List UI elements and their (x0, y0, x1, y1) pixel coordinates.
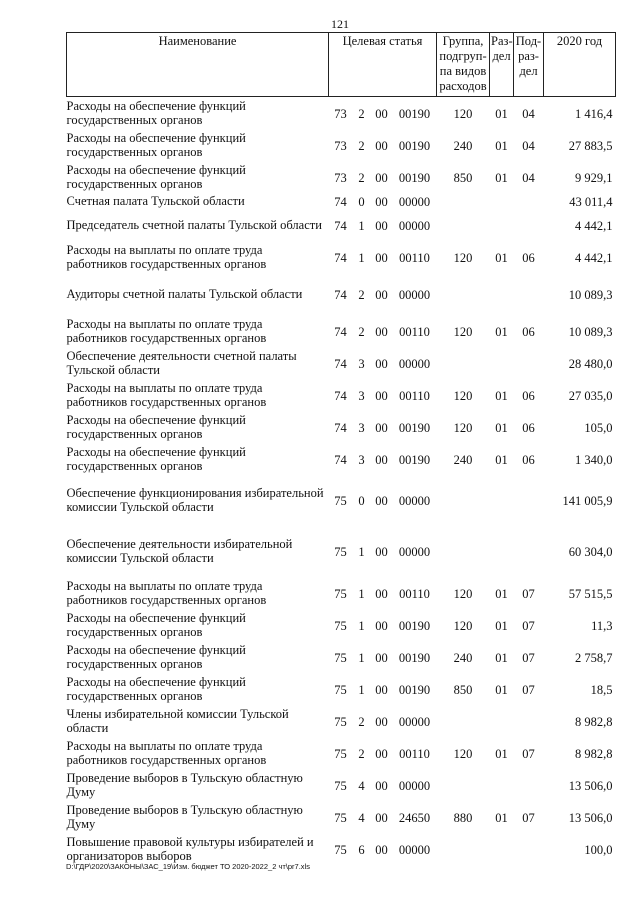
target-part-1: 74 (334, 420, 347, 435)
target-part-3: 00 (375, 778, 388, 793)
target-part-1: 75 (334, 714, 347, 729)
target-part-1: 75 (334, 650, 347, 665)
group-code: 120 (453, 106, 473, 121)
target-part-3: 00 (375, 586, 388, 601)
table-row (67, 769, 616, 801)
row-name: Расходы на обеспечение функций государственных органов (66, 444, 246, 473)
target-part-4: 00190 (398, 618, 431, 633)
table-row (67, 193, 616, 209)
group-code: 850 (453, 682, 473, 697)
table-row (67, 347, 616, 379)
target-part-3: 00 (375, 218, 388, 233)
table-row (67, 475, 616, 525)
group-code: 120 (453, 586, 473, 601)
header-group: Группа, подгруп-па видов расходов (437, 33, 490, 97)
target-part-2: 4 (358, 810, 365, 825)
section-code (490, 833, 514, 865)
target-part-2: 2 (358, 287, 365, 302)
target-part-4: 00000 (398, 194, 431, 209)
target-part-2: 1 (358, 618, 365, 633)
amount: 141 005,9 (562, 493, 613, 508)
target-part-4: 00110 (399, 388, 430, 403)
target-part-1: 74 (334, 388, 347, 403)
header-section: Раз-дел (490, 33, 514, 97)
row-name: Счетная палата Тульской области (66, 193, 245, 208)
target-part-2: 6 (358, 842, 365, 857)
target-part-4: 00190 (398, 170, 431, 185)
target-part-4: 00190 (398, 682, 431, 697)
row-name: Повышение правовой культуры избирателей и организаторов выборов (66, 834, 314, 863)
header-year: 2020 год (544, 33, 616, 97)
subsection-code: 06 (522, 250, 535, 265)
target-part-1: 75 (334, 618, 347, 633)
target-part-4: 00190 (398, 452, 431, 467)
row-name: Расходы на обеспечение функций государственных органов (66, 98, 246, 127)
target-part-3: 00 (375, 250, 388, 265)
target-part-4: 00000 (398, 287, 431, 302)
row-name: Расходы на выплаты по оплате труда работников государственных органов (66, 578, 267, 607)
target-part-4: 00000 (398, 842, 431, 857)
section-code (490, 347, 514, 379)
target-part-3: 00 (375, 324, 388, 339)
subsection-code: 06 (522, 420, 535, 435)
target-part-4: 00000 (398, 356, 431, 371)
target-part-2: 1 (358, 586, 365, 601)
section-code: 01 (495, 388, 508, 403)
subsection-code (514, 193, 544, 209)
group-code (437, 273, 490, 315)
amount: 27 883,5 (568, 138, 613, 153)
section-code: 01 (495, 420, 508, 435)
table-row (67, 97, 616, 129)
subsection-code (514, 347, 544, 379)
subsection-code: 07 (522, 650, 535, 665)
target-part-2: 2 (358, 746, 365, 761)
target-part-2: 3 (358, 388, 365, 403)
target-part-1: 73 (334, 138, 347, 153)
amount: 28 480,0 (568, 356, 613, 371)
section-code: 01 (495, 650, 508, 665)
target-part-1: 74 (334, 287, 347, 302)
section-code (490, 273, 514, 315)
section-code (490, 193, 514, 209)
target-part-1: 75 (334, 778, 347, 793)
target-part-3: 00 (375, 544, 388, 559)
subsection-code: 04 (522, 106, 535, 121)
target-part-4: 00190 (398, 106, 431, 121)
section-code (490, 705, 514, 737)
header-subsection: Под-раз-дел (514, 33, 544, 97)
target-part-2: 1 (358, 218, 365, 233)
section-code: 01 (495, 452, 508, 467)
row-name: Расходы на выплаты по оплате труда работников государственных органов (66, 380, 267, 409)
amount: 4 442,1 (575, 250, 613, 265)
target-part-4: 00110 (399, 250, 430, 265)
group-code (437, 347, 490, 379)
amount: 105,0 (584, 420, 613, 435)
row-name: Члены избирательной комиссии Тульской области (66, 706, 289, 735)
row-name: Расходы на обеспечение функций государственных органов (66, 412, 246, 441)
row-name: Расходы на обеспечение функций государственных органов (66, 674, 246, 703)
amount: 27 035,0 (568, 388, 613, 403)
row-name: Расходы на обеспечение функций государственных органов (66, 130, 246, 159)
group-code (437, 769, 490, 801)
table-row (67, 641, 616, 673)
table-row (67, 833, 616, 865)
section-code: 01 (495, 810, 508, 825)
target-part-2: 2 (358, 106, 365, 121)
table-row (67, 379, 616, 411)
subsection-code: 07 (522, 746, 535, 761)
target-part-1: 73 (334, 106, 347, 121)
target-part-1: 74 (334, 218, 347, 233)
subsection-code: 07 (522, 682, 535, 697)
target-part-3: 00 (375, 138, 388, 153)
table-row (67, 443, 616, 475)
row-name: Расходы на выплаты по оплате труда работников государственных органов (66, 242, 267, 271)
amount: 8 982,8 (575, 714, 613, 729)
target-part-3: 00 (375, 618, 388, 633)
amount: 60 304,0 (568, 544, 613, 559)
budget-table (66, 32, 616, 865)
table-row (67, 705, 616, 737)
amount: 1 340,0 (575, 452, 613, 467)
subsection-code: 04 (522, 170, 535, 185)
group-code: 240 (453, 452, 473, 467)
target-part-1: 75 (334, 810, 347, 825)
row-name: Расходы на обеспечение функций государственных органов (66, 642, 246, 671)
amount: 13 506,0 (568, 810, 613, 825)
table-row (67, 737, 616, 769)
target-part-4: 00110 (399, 324, 430, 339)
target-part-2: 1 (358, 544, 365, 559)
group-code (437, 705, 490, 737)
target-part-3: 00 (375, 106, 388, 121)
amount: 9 929,1 (575, 170, 613, 185)
table-row (67, 673, 616, 705)
table-body (67, 97, 616, 865)
target-part-3: 00 (375, 420, 388, 435)
table-row (67, 315, 616, 347)
amount: 57 515,5 (568, 586, 613, 601)
group-code (437, 525, 490, 577)
page-number: 121 (331, 17, 349, 31)
section-code: 01 (495, 746, 508, 761)
group-code: 120 (453, 324, 473, 339)
section-code: 01 (495, 250, 508, 265)
target-part-3: 00 (375, 842, 388, 857)
section-code (490, 525, 514, 577)
subsection-code: 07 (522, 810, 535, 825)
target-part-4: 24650 (398, 810, 431, 825)
target-part-4: 00110 (399, 586, 430, 601)
group-code: 120 (453, 250, 473, 265)
row-name: Расходы на обеспечение функций государственных органов (66, 610, 246, 639)
table-row (67, 609, 616, 641)
target-part-2: 3 (358, 420, 365, 435)
amount: 1 416,4 (575, 106, 613, 121)
amount: 13 506,0 (568, 778, 613, 793)
target-part-3: 00 (375, 287, 388, 302)
section-code: 01 (495, 324, 508, 339)
target-part-2: 1 (358, 682, 365, 697)
group-code (437, 193, 490, 209)
group-code: 240 (453, 650, 473, 665)
subsection-code: 04 (522, 138, 535, 153)
group-code: 120 (453, 746, 473, 761)
row-name: Обеспечение деятельности счетной палаты Тульской области (66, 348, 297, 377)
target-part-2: 0 (358, 194, 365, 209)
target-part-4: 00000 (398, 218, 431, 233)
row-name: Обеспечение деятельности избирательной комиссии Тульской области (66, 536, 293, 565)
target-part-3: 00 (375, 493, 388, 508)
amount: 2 758,7 (575, 650, 613, 665)
target-part-3: 00 (375, 388, 388, 403)
subsection-code (514, 769, 544, 801)
amount: 43 011,4 (569, 194, 613, 209)
target-part-1: 75 (334, 746, 347, 761)
target-part-4: 00000 (398, 493, 431, 508)
row-name: Расходы на выплаты по оплате труда работников государственных органов (66, 316, 267, 345)
section-code (490, 769, 514, 801)
section-code (490, 209, 514, 241)
target-part-4: 00000 (398, 778, 431, 793)
group-code: 240 (453, 138, 473, 153)
group-code (437, 209, 490, 241)
target-part-2: 3 (358, 452, 365, 467)
target-part-3: 00 (375, 714, 388, 729)
target-part-3: 00 (375, 194, 388, 209)
target-part-1: 74 (334, 356, 347, 371)
group-code: 120 (453, 388, 473, 403)
target-part-1: 74 (334, 324, 347, 339)
subsection-code: 06 (522, 452, 535, 467)
group-code: 850 (453, 170, 473, 185)
target-part-2: 1 (358, 250, 365, 265)
subsection-code (514, 209, 544, 241)
table-row (67, 161, 616, 193)
target-part-2: 2 (358, 170, 365, 185)
file-path-footer: D:\ГДР\2020\ЗАКОНЫ\ЗАС_19\Изм. бюджет ТО 2020-2022_2 чт\pr7.xls (66, 862, 310, 871)
header-name: Наименование (67, 33, 329, 97)
table-row (67, 801, 616, 833)
group-code: 120 (453, 420, 473, 435)
target-part-2: 2 (358, 714, 365, 729)
group-code (437, 833, 490, 865)
target-part-3: 00 (375, 746, 388, 761)
amount: 11,3 (591, 618, 613, 633)
subsection-code (514, 475, 544, 525)
subsection-code: 06 (522, 324, 535, 339)
target-part-4: 00000 (398, 544, 431, 559)
amount: 10 089,3 (568, 287, 613, 302)
target-part-2: 0 (358, 493, 365, 508)
table-row (67, 411, 616, 443)
group-code: 880 (453, 810, 473, 825)
section-code (490, 475, 514, 525)
target-part-2: 1 (358, 650, 365, 665)
amount: 4 442,1 (575, 218, 613, 233)
row-name: Проведение выборов в Тульскую областную Думу (66, 802, 303, 831)
row-name: Проведение выборов в Тульскую областную Думу (66, 770, 303, 799)
amount: 18,5 (590, 682, 613, 697)
target-part-2: 4 (358, 778, 365, 793)
row-name: Председатель счетной палаты Тульской области (66, 217, 322, 232)
section-code: 01 (495, 106, 508, 121)
target-part-4: 00000 (398, 714, 431, 729)
section-code: 01 (495, 682, 508, 697)
target-part-2: 2 (358, 324, 365, 339)
target-part-4: 00190 (398, 650, 431, 665)
section-code: 01 (495, 138, 508, 153)
table-row (67, 273, 616, 315)
target-part-2: 3 (358, 356, 365, 371)
amount: 8 982,8 (575, 746, 613, 761)
row-name: Аудиторы счетной палаты Тульской области (66, 286, 303, 301)
row-name: Расходы на выплаты по оплате труда работников государственных органов (66, 738, 267, 767)
target-part-1: 74 (334, 194, 347, 209)
target-part-4: 00190 (398, 420, 431, 435)
target-part-4: 00190 (398, 138, 431, 153)
group-code: 120 (453, 618, 473, 633)
table-header-row (67, 33, 616, 97)
target-part-1: 75 (334, 682, 347, 697)
target-part-1: 75 (334, 544, 347, 559)
target-part-3: 00 (375, 170, 388, 185)
table-row (67, 209, 616, 241)
section-code: 01 (495, 618, 508, 633)
target-part-1: 75 (334, 586, 347, 601)
subsection-code: 06 (522, 388, 535, 403)
section-code: 01 (495, 586, 508, 601)
target-part-1: 74 (334, 452, 347, 467)
target-part-1: 75 (334, 842, 347, 857)
group-code (437, 475, 490, 525)
table-row (67, 129, 616, 161)
row-name: Обеспечение функционирования избирательной комиссии Тульской области (66, 485, 324, 514)
subsection-code (514, 273, 544, 315)
target-part-3: 00 (375, 682, 388, 697)
amount: 10 089,3 (568, 324, 613, 339)
amount: 100,0 (584, 842, 613, 857)
target-part-1: 73 (334, 170, 347, 185)
subsection-code (514, 525, 544, 577)
subsection-code (514, 833, 544, 865)
target-part-4: 00110 (399, 746, 430, 761)
subsection-code: 07 (522, 618, 535, 633)
section-code: 01 (495, 170, 508, 185)
table-row (67, 241, 616, 273)
target-part-1: 74 (334, 250, 347, 265)
row-name: Расходы на обеспечение функций государственных органов (66, 162, 246, 191)
target-part-3: 00 (375, 810, 388, 825)
target-part-2: 2 (358, 138, 365, 153)
target-part-3: 00 (375, 356, 388, 371)
subsection-code: 07 (522, 586, 535, 601)
table-row (67, 577, 616, 609)
header-target: Целевая статья (329, 33, 437, 97)
subsection-code (514, 705, 544, 737)
target-part-3: 00 (375, 650, 388, 665)
target-part-1: 75 (334, 493, 347, 508)
target-part-3: 00 (375, 452, 388, 467)
table-row (67, 525, 616, 577)
